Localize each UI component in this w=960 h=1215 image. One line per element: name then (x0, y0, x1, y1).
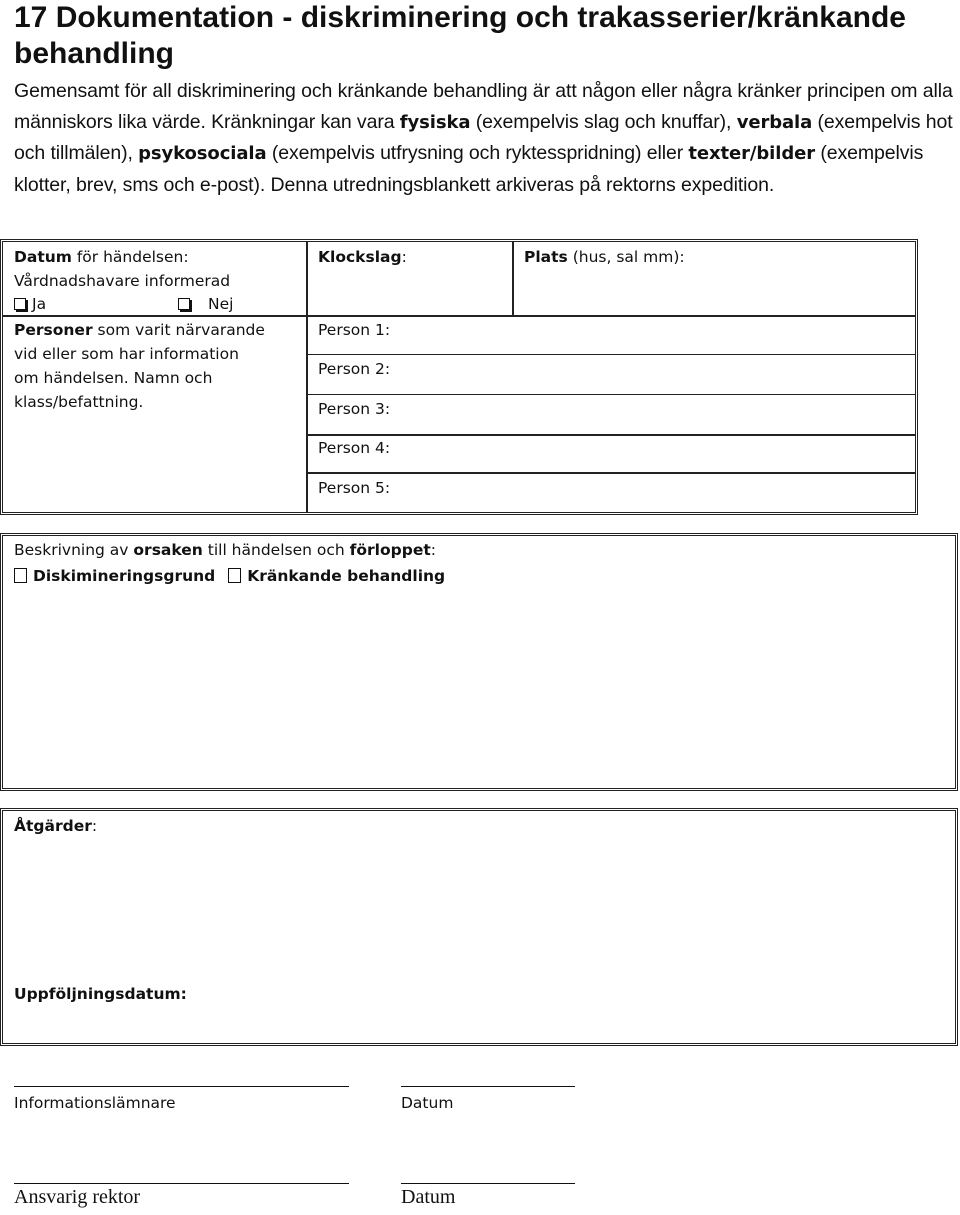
intro-text: Gemensamt för all diskriminering och kränkande behandling är att någon eller några kränker principen om alla människors lika värde. Kränkningar kan vara (14, 80, 953, 133)
table-divider (308, 434, 916, 436)
informant-label: Informationslämnare (14, 1094, 176, 1112)
intro-text: (exempelvis utfrysning och ryktesspridning) eller (266, 142, 689, 164)
person-4-label: Person 4: (318, 439, 391, 457)
principal-label: Ansvarig rektor (14, 1186, 141, 1208)
place-label: Plats (hus, sal mm): (524, 248, 685, 266)
date-label-2: Datum (401, 1186, 456, 1208)
checkbox-icon[interactable] (228, 568, 241, 583)
description-options (14, 564, 445, 588)
signature-line (14, 1086, 349, 1087)
intro-bold-texter: texter/bilder (688, 143, 815, 164)
checkbox-icon[interactable] (14, 298, 26, 310)
table-divider (308, 354, 916, 355)
intro-bold-fysiska: fysiska (399, 111, 471, 133)
person-1-label: Person 1: (318, 321, 391, 339)
guardian-yes-option[interactable]: Ja (14, 292, 46, 316)
table-divider (308, 472, 916, 474)
intro-text: (exempelvis slag och knuffar), (470, 110, 737, 133)
signature-line (401, 1086, 575, 1087)
signature-line (401, 1183, 575, 1184)
table-divider (308, 394, 916, 395)
actions-label: Åtgärder: (14, 817, 98, 835)
intro-bold-psykosociala: psykosociala (138, 143, 267, 164)
person-2-label: Person 2: (318, 360, 391, 378)
intro-text: (exempelvis klotter, brev, sms och e-post). Denna utredningsblankett arkiveras på rektorns expedition. (14, 142, 924, 196)
table-divider (512, 241, 514, 316)
description-label: Beskrivning av orsaken till händelsen och förloppet: (14, 541, 436, 559)
table-divider (2, 315, 916, 317)
date-label-1: Datum (401, 1094, 454, 1112)
intro-paragraph (14, 76, 954, 200)
harassment-option[interactable]: Kränkande behandling (228, 567, 445, 585)
guardian-no-option[interactable]: Nej (178, 292, 233, 316)
person-3-label: Person 3: (318, 400, 391, 418)
intro-bold-verbala: verbala (736, 111, 813, 133)
actions-box[interactable] (0, 808, 958, 1046)
checkbox-icon[interactable] (14, 568, 27, 583)
followup-date-label: Uppföljningsdatum: (14, 985, 187, 1003)
guardian-informed-label: Vårdnadshavare informerad (14, 272, 231, 290)
time-label: Klockslag: (318, 248, 407, 266)
person-5-label: Person 5: (318, 479, 391, 497)
persons-label: Personer som varit närvarande vid eller som har information om händelsen. Namn och klass/befattning. (14, 321, 265, 411)
checkbox-icon[interactable] (178, 298, 190, 310)
signature-line (14, 1183, 349, 1184)
intro-text: (exempelvis hot och tillmälen), (14, 110, 953, 164)
discrimination-option[interactable]: Diskimineringsgrund (14, 567, 215, 585)
date-label: Datum för händelsen: (14, 248, 189, 266)
page-title: 17 Dokumentation - diskriminering och trakasserier/kränkande behandling (14, 1, 906, 70)
